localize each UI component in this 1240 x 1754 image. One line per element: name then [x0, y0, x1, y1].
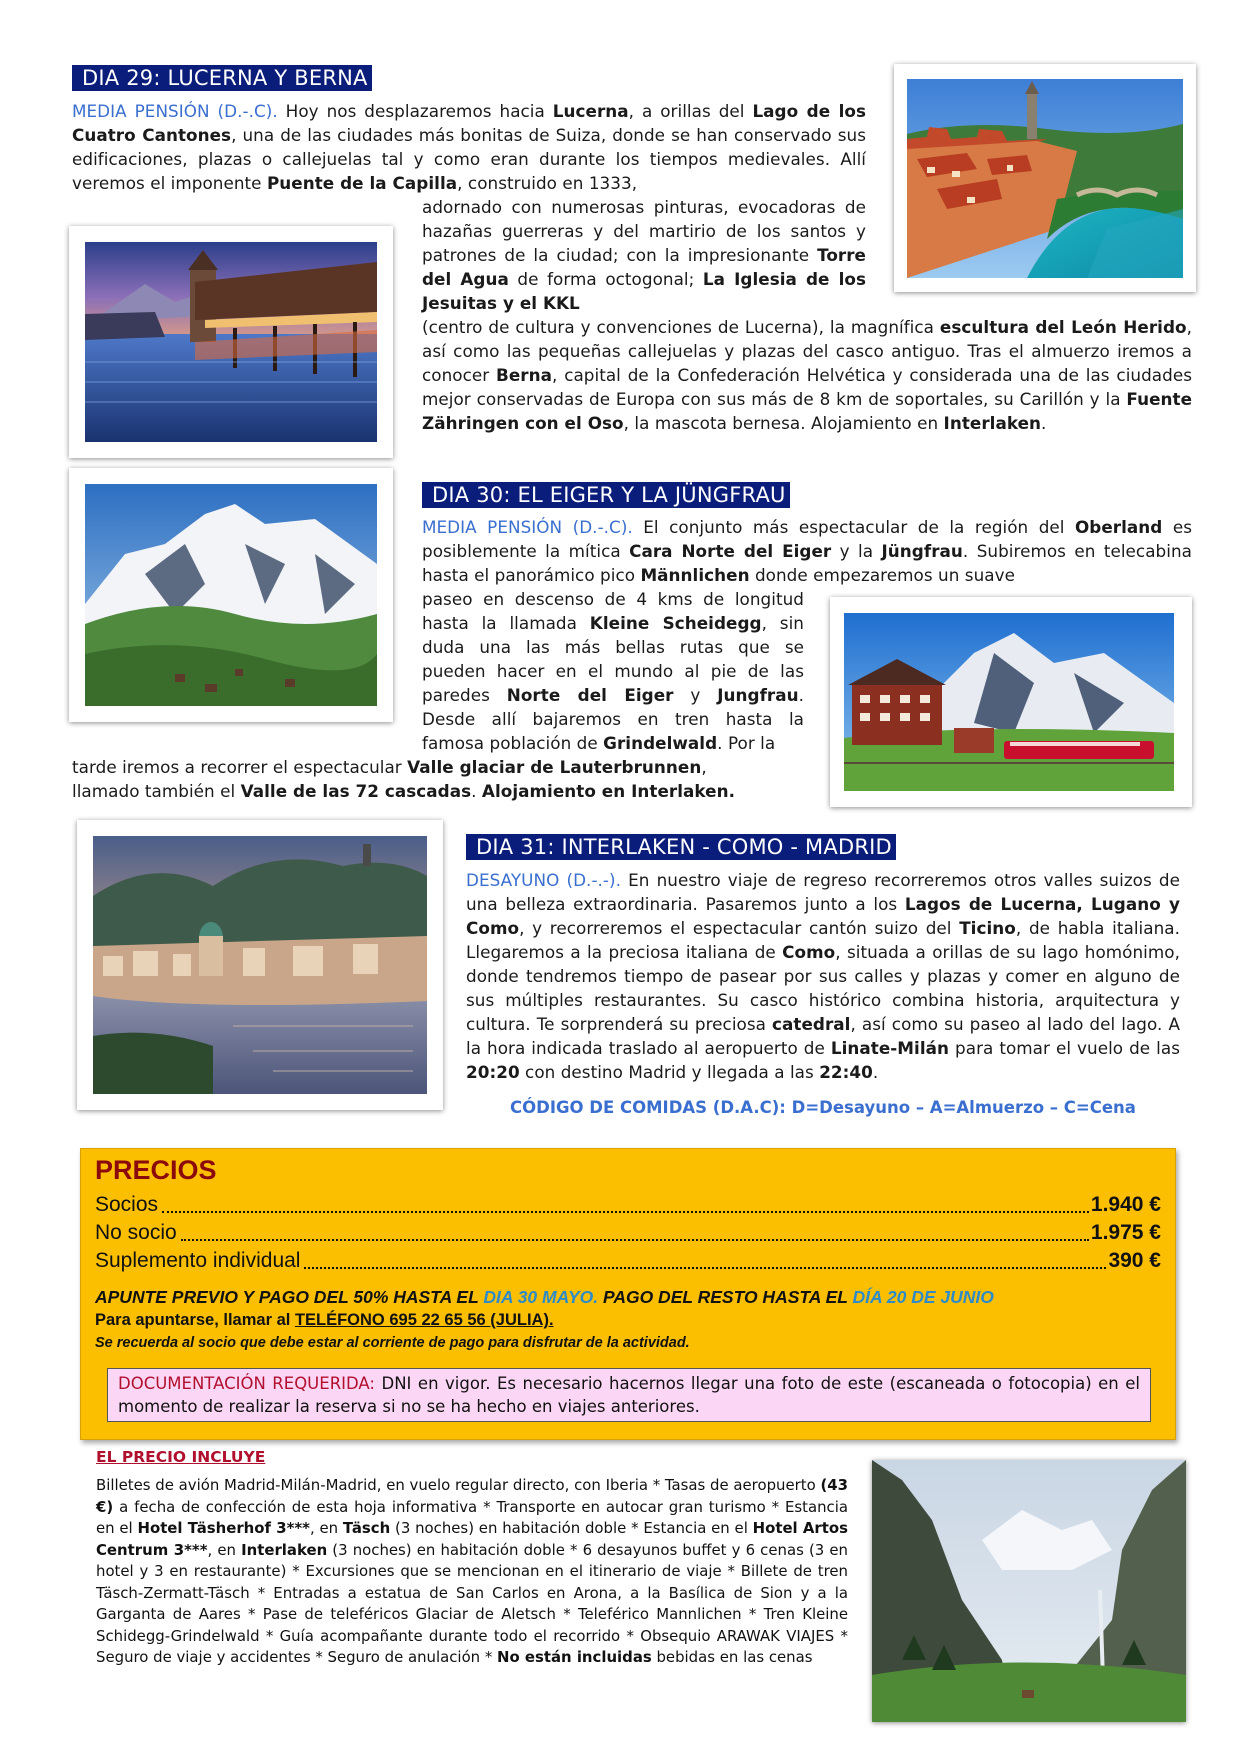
day31-meal-plan: DESAYUNO (D.-.-).: [466, 870, 622, 890]
day29-text-bottom: (centro de cultura y convenciones de Lucerna), la magnífica escultura del León Herido, así como las pequeñas callejuelas y plazas del casco antiguo. Tras el almuerzo iremos a conocer Berna, capital de la Confederación Helvética y considerada una de las ciudades mejor conservadas de Europa con sus más de 8 km de soportales, su Carillón y la Fuente Zähringen con el Oso, la mascota bernesa. Alojamiento en Interlaken.: [422, 317, 1192, 433]
membership-note: Se recuerda al socio que debe estar al corriente de pago para disfrutar de la actividad.: [95, 1335, 690, 1351]
lauterbrunnen-photo: [872, 1460, 1186, 1722]
day30-text-top: MEDIA PENSIÓN (D.-.C). El conjunto más espectacular de la región del Oberland es posiblemente la mítica Cara Norte del Eiger y la Jüngfrau. Subiremos en telecabina hasta el panorámico pico Männlichen donde empezaremos un suave: [422, 517, 1192, 585]
eiger-train-photo: [830, 597, 1192, 807]
day30-title: DIA 30: EL EIGER Y LA JÜNGFRAU: [422, 482, 790, 508]
como-photo: [77, 820, 443, 1110]
phone-number: TELÉFONO 695 22 65 56 (JULIA).: [294, 1311, 554, 1329]
documentation-box: DOCUMENTACIÓN REQUERIDA: DNI en vigor. Es necesario hacernos llegar una foto de este (escaneada o fotocopia) en el momento de realizar la reserva si no se ha hecho en viajes anteriores.: [107, 1368, 1151, 1422]
jungfrau-photo: [69, 468, 393, 722]
day30-text-mid: paseo en descenso de 4 kms de longitud hasta la llamada Kleine Scheidegg, sin duda una las más bellas rutas que se pueden hacer en el mundo al pie de las paredes Norte del Eiger y Jungfrau. Desde allí bajaremos en tren hasta la famosa población de Grindelwald. Por la: [422, 589, 805, 753]
includes-title: EL PRECIO INCLUYE: [96, 1448, 266, 1466]
price-row-no-socio: No socio 1.975 €: [95, 1221, 1161, 1244]
price-row-socios: Socios 1.940 €: [95, 1193, 1161, 1216]
includes-text: Billetes de avión Madrid-Milán-Madrid, en vuelo regular directo, con Iberia * Tasas de aeropuerto (43 €) a fecha de confección de esta hoja informativa * Transporte en autocar gran turismo * Estancia en el Hotel Täsherhof 3***, en Täsch (3 noches) en habitación doble * Estancia en el Hotel Artos Centrum 3***, en Interlaken (3 noches) en habitación doble * 6 desayunos buffet y 6 cenas (3 en hotel y 3 en restaurante) * Excursiones que se mencionan en el itinerario de viaje * Billete de tren Täsch-Zermatt-Täsch * Entradas a estatua de San Carlos en Arona, a la Basílica de Sion y a la Garganta de Aares * Pase de teleféricos Glaciar de Aletsch * Teleférico Mannlichen * Tren Kleine Schidegg-Grindelwald * Guía acompañante durante todo el recorrido * Obsequio ARAWAK VIAJES * Seguro de viaje y accidentes * Seguro de anulación * No están incluidas bebidas en las cenas: [96, 1476, 848, 1666]
day31-title: DIA 31: INTERLAKEN - COMO - MADRID: [466, 834, 896, 860]
meal-codes-legend: CÓDIGO DE COMIDAS (D.A.C): D=Desayuno – A=Almuerzo – C=Cena: [510, 1098, 1136, 1117]
day31-text: DESAYUNO (D.-.-). En nuestro viaje de regreso recorreremos otros valles suizos de una belleza extraordinaria. Pasaremos junto a los Lagos de Lucerna, Lugano y Como, y recorreremos el espectacular cantón suizo del Ticino, de habla italiana. Llegaremos a la preciosa italiana de Como, situada a orillas de su lago homónimo, donde tendremos tiempo de pasear por sus calles y plazas y comer en alguno de sus múltiples restaurantes. Su casco histórico combina historia, arquitectura y cultura. Te sorprenderá su preciosa catedral, así como su paseo al lado del lago. A la hora indicada traslado al aeropuerto de Linate-Milán para tomar el vuelo de las 20:20 con destino Madrid y llegada a las 22:40.: [466, 870, 1181, 1082]
day29-meal-plan: MEDIA PENSIÓN (D.-.C).: [72, 101, 278, 121]
day29-title: DIA 29: LUCERNA Y BERNA: [72, 65, 372, 91]
contact-note: Para apuntarse, llamar al TELÉFONO 695 22 65 56 (JULIA).: [95, 1311, 554, 1329]
prices-title: PRECIOS: [95, 1155, 217, 1185]
lucerne-bridge-photo: [69, 226, 393, 458]
day29-text-mid: adornado con numerosas pinturas, evocadoras de hazañas guerreras y del martirio de los santos y patrones de la ciudad; con la impresionante Torre del Agua de forma octogonal; La Iglesia de los Jesuitas y el KKL: [422, 197, 866, 313]
day30-text-bottom: tarde iremos a recorrer el espectacular Valle glaciar de Lauterbrunnen, llamado también el Valle de las 72 cascadas. Alojamiento en Interlaken.: [72, 757, 736, 801]
bern-photo: [894, 64, 1196, 292]
payment-note: APUNTE PREVIO Y PAGO DEL 50% HASTA EL DIA 30 MAYO. PAGO DEL RESTO HASTA EL DÍA 20 DE JUNIO: [95, 1287, 994, 1307]
price-row-suplemento: Suplemento individual 390 €: [95, 1249, 1161, 1272]
day29-text-top: MEDIA PENSIÓN (D.-.C). Hoy nos desplazaremos hacia Lucerna, a orillas del Lago de los Cuatro Cantones, una de las ciudades más bonitas de Suiza, donde se han conservado sus edificaciones, plazas o callejuelas tal y como eran durante los tiempos medievales. Allí veremos el imponente Puente de la Capilla, construido en 1333,: [72, 101, 866, 193]
prices-box: [80, 1148, 1176, 1440]
day30-meal-plan: MEDIA PENSIÓN (D.-.C).: [422, 517, 633, 537]
